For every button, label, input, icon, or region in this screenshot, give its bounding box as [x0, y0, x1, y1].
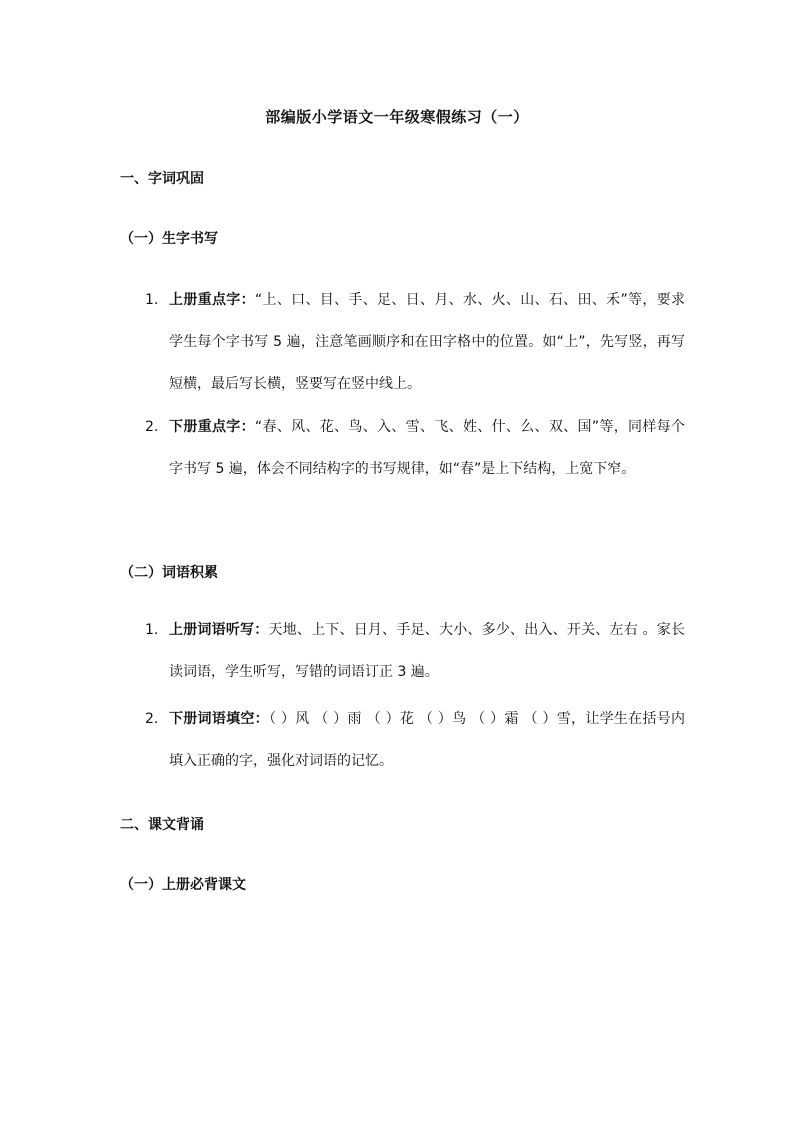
list-item [145, 279, 685, 405]
item-text: “上、口、目、手、足、日、月、水、火、山、石、田、禾”等，要求学生每个字书写 5 遍，注意笔画顺序和在田字格中的位置。如“上”，先写竖，再写短横，最后写长横，竖要写在竖中线上。 [169, 292, 685, 392]
section-heading-vocab: 一、字词巩固 [120, 171, 204, 187]
item-text: “春、风、花、鸟、入、雪、飞、姓、什、么、双、国”等，同样每个字书写 5 遍，体会不同结构字的书写规律，如“春”是上下结构，上宽下窄。 [169, 419, 685, 477]
list-item [145, 698, 685, 782]
item-number: 1. [145, 292, 159, 308]
item-body [169, 698, 685, 782]
item-label: 上册词语听写： [169, 622, 269, 638]
item-text: （ ）风 （ ）雨 （ ）花 （ ）鸟 （ ）霜 （ ）雪，让学生在括号内填入正确的字，强化对词语的记忆。 [169, 711, 686, 769]
list-item [145, 609, 685, 693]
item-label: 上册重点字： [169, 292, 255, 308]
subsection-heading-vocabulary: （二）词语积累 [120, 565, 218, 581]
item-text: 天地、上下、日月、手足、大小、多少、出入、开关、左右 。家长读词语，学生听写，写错的词语订正 3 遍。 [169, 622, 685, 680]
list-item [145, 406, 685, 490]
subsection-heading-writing: （一）生字书写 [120, 231, 218, 247]
item-body [169, 279, 685, 405]
item-body [169, 609, 685, 693]
section-heading-recitation: 二、课文背诵 [120, 817, 204, 833]
item-number: 1. [145, 622, 159, 638]
item-number: 2. [145, 419, 159, 435]
document-title: 部编版小学语文一年级寒假练习（一） [265, 108, 529, 126]
item-label: 下册词语填空： [169, 711, 269, 727]
item-body [169, 406, 685, 490]
item-number: 2. [145, 711, 159, 727]
subsection-heading-required-texts: （一）上册必背课文 [120, 877, 246, 893]
item-label: 下册重点字： [169, 419, 255, 435]
